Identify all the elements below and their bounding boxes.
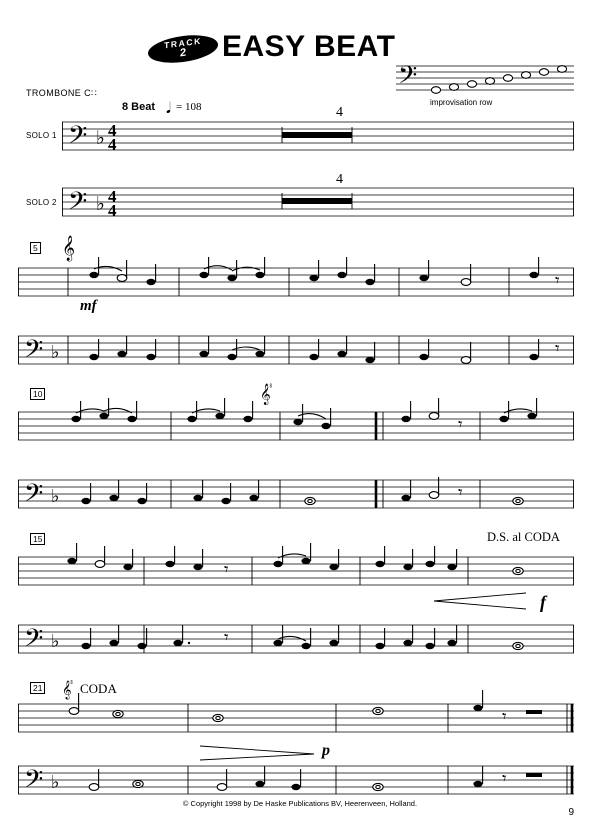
quarter-rest-icon: 𝄾 — [458, 483, 463, 503]
time-signature-bottom: 4 — [108, 201, 117, 220]
part-label-solo-2: SOLO 2 — [26, 198, 57, 207]
bass-clef-icon: 𝄢 — [24, 765, 44, 800]
tempo-label: 8 Beat — [122, 101, 156, 113]
half-rest-icon — [526, 773, 542, 777]
crescendo-hairpin — [434, 593, 526, 609]
improv-notes — [431, 66, 566, 94]
notes-solo-1 — [69, 690, 542, 727]
system-2 — [18, 262, 574, 370]
page-title: EASY BEAT — [222, 30, 396, 63]
time-signature-bottom: 4 — [108, 135, 117, 154]
half-rest-icon — [526, 710, 542, 714]
measure-number-21: 21 — [30, 682, 45, 694]
track-badge-word: TRACK — [164, 35, 202, 51]
segno-icon: 𝄞 — [62, 236, 76, 261]
staff-lines-solo-2 — [18, 625, 574, 653]
tempo-marking: = 108 — [176, 101, 202, 113]
dynamic-p: p — [322, 742, 330, 759]
coda-text: CODA — [80, 681, 117, 696]
multirest-count-1: 4 — [336, 105, 343, 120]
time-signature-top: 4 — [108, 121, 117, 140]
system-5 — [18, 698, 574, 800]
notes-solo-1 — [71, 398, 536, 435]
multirest-count-2: 4 — [336, 172, 343, 187]
improvisation-staff — [396, 62, 574, 96]
bass-clef-icon: 𝄢 — [68, 121, 88, 156]
part-label-solo-1: SOLO 1 — [26, 131, 57, 140]
system-1 — [62, 116, 574, 222]
flat-icon: ♭ — [51, 631, 60, 652]
quarter-rest-icon: 𝄾 — [224, 560, 229, 580]
diminuendo-hairpin — [200, 746, 314, 760]
ds-al-coda-text: D.S. al CODA — [487, 530, 560, 544]
measure-number-15: 15 — [30, 533, 45, 545]
quarter-rest-icon: 𝄾 — [458, 415, 463, 435]
staff-lines-solo-1 — [18, 704, 574, 732]
coda-icon: 𝄟 — [62, 680, 74, 699]
instrument-label: TROMBONE C∷ — [26, 88, 98, 98]
bass-clef-icon: 𝄢 — [24, 624, 44, 659]
flat-icon: ♭ — [51, 772, 60, 793]
staff-lines-solo-1 — [18, 268, 574, 296]
quarter-rest-icon: 𝄾 — [502, 769, 507, 789]
notes-solo-1 — [67, 543, 523, 580]
quarter-rest-icon: 𝄾 — [555, 339, 560, 359]
quarter-rest-icon: 𝄾 — [502, 707, 507, 727]
flat-icon: ♭ — [51, 342, 60, 363]
flat-icon: ♭ — [96, 193, 105, 215]
coda-icon: 𝄟 — [260, 384, 273, 405]
bass-clef-icon: 𝄢 — [24, 479, 44, 514]
staff-lines-solo-2 — [18, 336, 574, 364]
flat-icon: ♭ — [96, 127, 105, 149]
improvisation-caption: improvisation row — [430, 98, 493, 107]
measure-number-5: 5 — [30, 242, 41, 254]
quarter-note-icon: 𝅘𝅥 — [166, 99, 171, 117]
system-3 — [18, 406, 574, 514]
dynamic-mf: mf — [80, 298, 97, 314]
measure-number-10: 10 — [30, 388, 45, 400]
quarter-rest-icon: 𝄾 — [555, 271, 560, 291]
track-badge-number: 2 — [179, 46, 187, 60]
flat-icon: ♭ — [51, 486, 60, 507]
bass-clef-icon: 𝄢 — [68, 187, 88, 222]
track-badge — [148, 32, 218, 67]
time-signature-top: 4 — [108, 187, 117, 206]
quarter-rest-icon: 𝄾 — [224, 628, 229, 648]
system-4 — [18, 551, 574, 659]
dynamic-f: f — [540, 592, 546, 612]
copyright-notice: © Copyright 1998 by De Haske Publications BV, Heerenveen, Holland. — [182, 799, 418, 808]
notes-solo-1 — [89, 257, 559, 291]
bass-clef-icon: 𝄢 — [24, 335, 44, 370]
notes-solo-2 — [81, 477, 523, 505]
staff-lines-solo-2 — [18, 480, 574, 508]
multirest-bar — [282, 198, 352, 204]
bass-clef-icon: 𝄢 — [398, 61, 418, 96]
page-number: 9 — [568, 807, 574, 818]
multirest-bar — [282, 132, 352, 138]
